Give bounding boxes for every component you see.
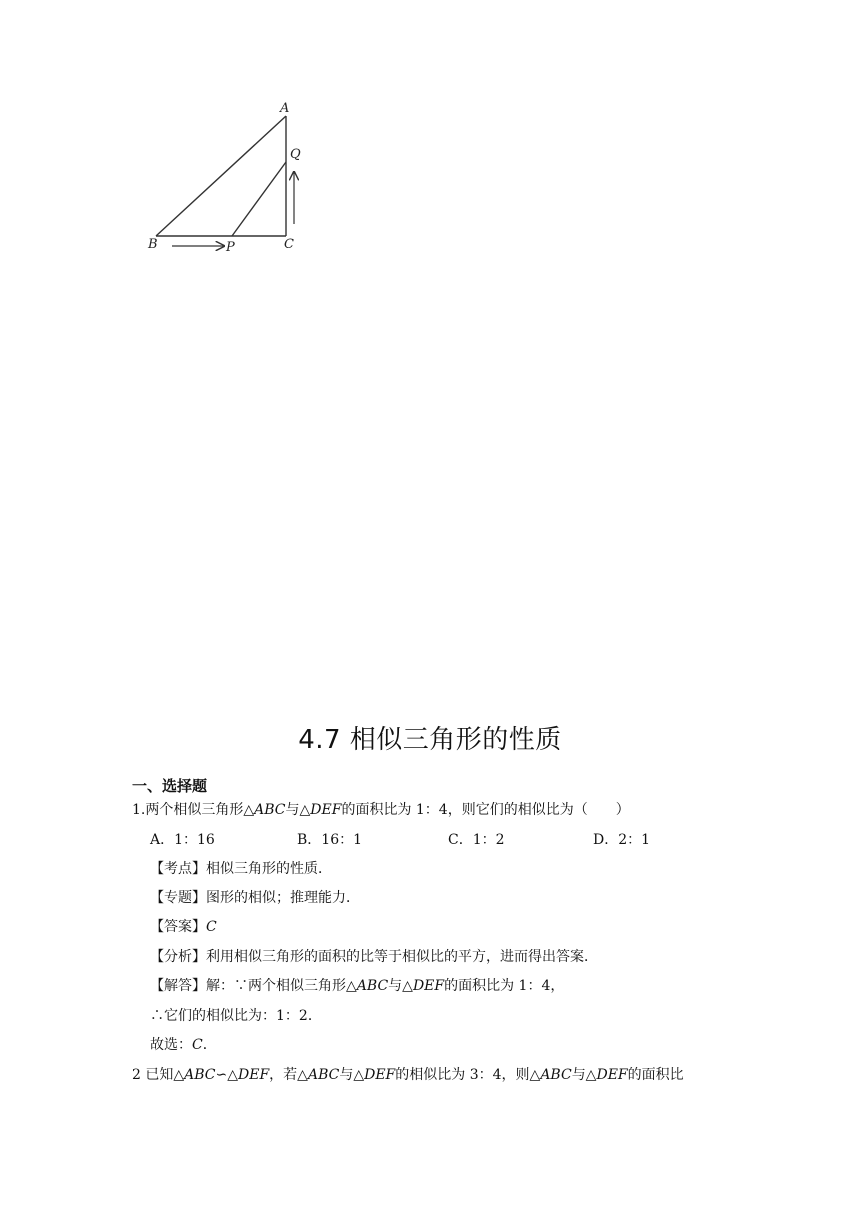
page-title: 4.7 相似三角形的性质 <box>298 725 562 755</box>
question-1-choices <box>150 829 710 849</box>
choice-c: C．1：2 <box>448 832 505 848</box>
solution-line: 【解答】解：∵两个相似三角形△ABC与△DEF的面积比为 1：4， <box>150 978 565 994</box>
label-c: C <box>284 237 294 252</box>
kaodian-line: 【考点】相似三角形的性质． <box>150 861 332 877</box>
question-1: 1.两个相似三角形△ABC与△DEF的面积比为 1：4，则它们的相似比为（ ） <box>132 802 630 818</box>
choice-d: D．2：1 <box>593 832 651 848</box>
label-p: P <box>226 240 235 255</box>
segment-ab <box>156 116 286 236</box>
question-2: 2 已知△ABC∽△DEF，若△ABC与△DEF的相似比为 3：4，则△ABC与△DEF的面积比 <box>132 1067 684 1083</box>
analysis-line: 【分析】利用相似三角形的面积的比等于相似比的平方，进而得出答案． <box>150 949 598 965</box>
answer-line: 【答案】C <box>150 919 217 935</box>
label-b: B <box>148 237 158 252</box>
choice-b: B．16：1 <box>297 832 363 848</box>
section-heading: 一、选择题 <box>132 777 208 795</box>
choice-a: A．1：16 <box>150 832 215 848</box>
triangle-figure <box>140 96 320 266</box>
zhuanti-line: 【专题】图形的相似；推理能力． <box>150 890 360 906</box>
solution-step-line: ∴它们的相似比为：1：2． <box>150 1008 322 1024</box>
segment-pq <box>232 162 286 236</box>
label-q: Q <box>290 147 301 162</box>
label-a: A <box>280 101 290 116</box>
selection-line: 故选：C． <box>150 1037 217 1053</box>
triangle-diagram <box>140 96 320 266</box>
